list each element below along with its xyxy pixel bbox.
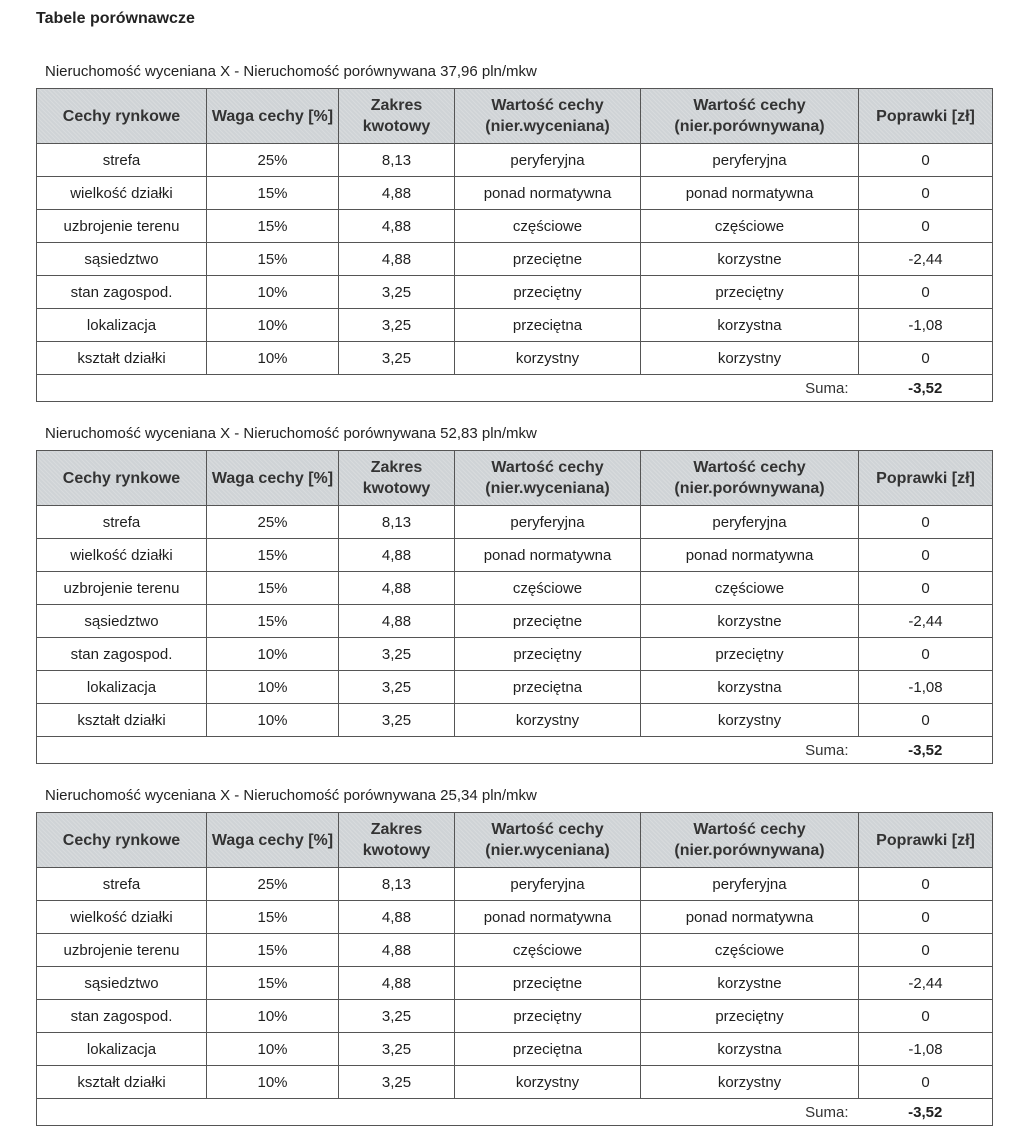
cell-porownywana: peryferyjna: [641, 144, 859, 177]
cell-waga: 10%: [207, 638, 339, 671]
header-poprawki: Poprawki [zł]: [859, 451, 993, 506]
sum-label: Suma:: [37, 737, 859, 764]
header-cechy: Cechy rynkowe: [37, 451, 207, 506]
cell-porownywana: przeciętny: [641, 638, 859, 671]
sum-row: [37, 1099, 993, 1126]
table-row: [37, 572, 993, 605]
cell-porownywana: ponad normatywna: [641, 539, 859, 572]
cell-wyceniana: częściowe: [455, 210, 641, 243]
table-header-row: [37, 451, 993, 506]
cell-wyceniana: przeciętna: [455, 671, 641, 704]
cell-cecha: strefa: [37, 506, 207, 539]
cell-porownywana: korzystny: [641, 1066, 859, 1099]
cell-waga: 10%: [207, 1066, 339, 1099]
cell-zakres: 4,88: [339, 572, 455, 605]
header-zakres: Zakres kwotowy: [339, 813, 455, 868]
cell-wyceniana: przeciętny: [455, 638, 641, 671]
cell-porownywana: ponad normatywna: [641, 177, 859, 210]
cell-zakres: 3,25: [339, 309, 455, 342]
cell-wyceniana: korzystny: [455, 1066, 641, 1099]
cell-cecha: wielkość działki: [37, 901, 207, 934]
table-row: [37, 605, 993, 638]
cell-wyceniana: przeciętna: [455, 309, 641, 342]
cell-waga: 15%: [207, 243, 339, 276]
cell-waga: 15%: [207, 572, 339, 605]
comparison-table: [36, 450, 993, 764]
header-wartosc-porownywana: Wartość cechy (nier.porównywana): [641, 813, 859, 868]
cell-waga: 10%: [207, 309, 339, 342]
cell-cecha: strefa: [37, 144, 207, 177]
cell-waga: 15%: [207, 210, 339, 243]
table-row: [37, 704, 993, 737]
cell-cecha: sąsiedztwo: [37, 605, 207, 638]
cell-waga: 15%: [207, 967, 339, 1000]
cell-zakres: 4,88: [339, 243, 455, 276]
cell-cecha: lokalizacja: [37, 309, 207, 342]
cell-porownywana: korzystna: [641, 1033, 859, 1066]
cell-poprawka: -2,44: [859, 605, 993, 638]
table-caption: Nieruchomość wyceniana X - Nieruchomość porównywana 37,96 pln/mkw: [45, 63, 537, 80]
header-wartosc-wyceniana: Wartość cechy (nier.wyceniana): [455, 813, 641, 868]
cell-wyceniana: ponad normatywna: [455, 901, 641, 934]
cell-porownywana: częściowe: [641, 210, 859, 243]
cell-cecha: uzbrojenie terenu: [37, 934, 207, 967]
cell-waga: 15%: [207, 605, 339, 638]
cell-porownywana: częściowe: [641, 572, 859, 605]
table-row: [37, 1000, 993, 1033]
header-cechy: Cechy rynkowe: [37, 813, 207, 868]
table-header-row: [37, 89, 993, 144]
table-row: [37, 309, 993, 342]
sum-value: -3,52: [859, 1099, 993, 1126]
header-cechy: Cechy rynkowe: [37, 89, 207, 144]
cell-cecha: uzbrojenie terenu: [37, 210, 207, 243]
cell-wyceniana: częściowe: [455, 934, 641, 967]
cell-wyceniana: przeciętne: [455, 243, 641, 276]
table-row: [37, 539, 993, 572]
cell-cecha: kształt działki: [37, 704, 207, 737]
table-row: [37, 210, 993, 243]
cell-waga: 15%: [207, 901, 339, 934]
cell-porownywana: korzystny: [641, 342, 859, 375]
cell-poprawka: 0: [859, 1000, 993, 1033]
cell-porownywana: korzystne: [641, 605, 859, 638]
cell-cecha: sąsiedztwo: [37, 967, 207, 1000]
table-row: [37, 144, 993, 177]
cell-zakres: 3,25: [339, 704, 455, 737]
cell-wyceniana: peryferyjna: [455, 868, 641, 901]
comparison-section-1: [36, 62, 992, 402]
cell-cecha: kształt działki: [37, 342, 207, 375]
cell-waga: 15%: [207, 539, 339, 572]
cell-poprawka: 0: [859, 934, 993, 967]
cell-porownywana: przeciętny: [641, 276, 859, 309]
cell-waga: 10%: [207, 671, 339, 704]
table-row: [37, 901, 993, 934]
cell-poprawka: 0: [859, 704, 993, 737]
sum-row: [37, 375, 993, 402]
cell-wyceniana: peryferyjna: [455, 506, 641, 539]
cell-waga: 10%: [207, 704, 339, 737]
sum-row: [37, 737, 993, 764]
cell-poprawka: 0: [859, 177, 993, 210]
cell-zakres: 4,88: [339, 539, 455, 572]
cell-waga: 15%: [207, 177, 339, 210]
cell-poprawka: 0: [859, 572, 993, 605]
cell-waga: 10%: [207, 1000, 339, 1033]
header-waga: Waga cechy [%]: [207, 813, 339, 868]
cell-poprawka: -2,44: [859, 967, 993, 1000]
cell-zakres: 3,25: [339, 276, 455, 309]
comparison-table: [36, 812, 993, 1126]
table-row: [37, 671, 993, 704]
cell-zakres: 4,88: [339, 177, 455, 210]
cell-zakres: 3,25: [339, 671, 455, 704]
cell-waga: 25%: [207, 506, 339, 539]
header-wartosc-porownywana: Wartość cechy (nier.porównywana): [641, 89, 859, 144]
cell-wyceniana: ponad normatywna: [455, 177, 641, 210]
cell-cecha: kształt działki: [37, 1066, 207, 1099]
header-poprawki: Poprawki [zł]: [859, 89, 993, 144]
cell-cecha: lokalizacja: [37, 1033, 207, 1066]
cell-zakres: 3,25: [339, 1000, 455, 1033]
cell-zakres: 3,25: [339, 638, 455, 671]
header-wartosc-porownywana: Wartość cechy (nier.porównywana): [641, 451, 859, 506]
sum-value: -3,52: [859, 737, 993, 764]
sum-label: Suma:: [37, 375, 859, 402]
cell-zakres: 8,13: [339, 144, 455, 177]
cell-cecha: stan zagospod.: [37, 1000, 207, 1033]
header-poprawki: Poprawki [zł]: [859, 813, 993, 868]
cell-cecha: lokalizacja: [37, 671, 207, 704]
cell-wyceniana: peryferyjna: [455, 144, 641, 177]
table-caption: Nieruchomość wyceniana X - Nieruchomość porównywana 52,83 pln/mkw: [45, 425, 537, 442]
cell-poprawka: -1,08: [859, 671, 993, 704]
table-header-row: [37, 813, 993, 868]
cell-wyceniana: ponad normatywna: [455, 539, 641, 572]
header-wartosc-wyceniana: Wartość cechy (nier.wyceniana): [455, 89, 641, 144]
sum-label: Suma:: [37, 1099, 859, 1126]
cell-zakres: 4,88: [339, 934, 455, 967]
table-row: [37, 276, 993, 309]
cell-zakres: 3,25: [339, 1033, 455, 1066]
cell-zakres: 3,25: [339, 342, 455, 375]
cell-cecha: sąsiedztwo: [37, 243, 207, 276]
cell-zakres: 8,13: [339, 868, 455, 901]
cell-cecha: strefa: [37, 868, 207, 901]
comparison-section-2: [36, 424, 992, 764]
cell-porownywana: korzystne: [641, 243, 859, 276]
table-row: [37, 1033, 993, 1066]
cell-poprawka: 0: [859, 1066, 993, 1099]
table-row: [37, 967, 993, 1000]
cell-waga: 10%: [207, 276, 339, 309]
cell-zakres: 8,13: [339, 506, 455, 539]
cell-porownywana: korzystna: [641, 671, 859, 704]
cell-zakres: 4,88: [339, 210, 455, 243]
cell-porownywana: częściowe: [641, 934, 859, 967]
table-row: [37, 177, 993, 210]
cell-waga: 10%: [207, 1033, 339, 1066]
cell-poprawka: 0: [859, 901, 993, 934]
cell-poprawka: 0: [859, 506, 993, 539]
table-row: [37, 934, 993, 967]
header-zakres: Zakres kwotowy: [339, 89, 455, 144]
cell-wyceniana: częściowe: [455, 572, 641, 605]
cell-zakres: 3,25: [339, 1066, 455, 1099]
header-waga: Waga cechy [%]: [207, 89, 339, 144]
cell-poprawka: 0: [859, 342, 993, 375]
cell-wyceniana: korzystny: [455, 704, 641, 737]
table-row: [37, 1066, 993, 1099]
table-row: [37, 342, 993, 375]
cell-porownywana: korzystne: [641, 967, 859, 1000]
cell-wyceniana: przeciętny: [455, 1000, 641, 1033]
cell-porownywana: korzystny: [641, 704, 859, 737]
cell-poprawka: 0: [859, 144, 993, 177]
cell-poprawka: 0: [859, 638, 993, 671]
table-caption: Nieruchomość wyceniana X - Nieruchomość porównywana 25,34 pln/mkw: [45, 787, 537, 804]
cell-wyceniana: przeciętne: [455, 605, 641, 638]
cell-poprawka: -1,08: [859, 309, 993, 342]
cell-cecha: wielkość działki: [37, 539, 207, 572]
sum-value: -3,52: [859, 375, 993, 402]
table-row: [37, 868, 993, 901]
cell-porownywana: peryferyjna: [641, 506, 859, 539]
table-row: [37, 243, 993, 276]
cell-waga: 25%: [207, 144, 339, 177]
cell-porownywana: ponad normatywna: [641, 901, 859, 934]
cell-wyceniana: korzystny: [455, 342, 641, 375]
comparison-table: [36, 88, 993, 402]
cell-cecha: uzbrojenie terenu: [37, 572, 207, 605]
cell-cecha: stan zagospod.: [37, 638, 207, 671]
table-row: [37, 506, 993, 539]
cell-cecha: wielkość działki: [37, 177, 207, 210]
header-wartosc-wyceniana: Wartość cechy (nier.wyceniana): [455, 451, 641, 506]
cell-wyceniana: przeciętna: [455, 1033, 641, 1066]
cell-poprawka: 0: [859, 210, 993, 243]
comparison-section-3: [36, 786, 992, 1126]
cell-waga: 15%: [207, 934, 339, 967]
cell-porownywana: peryferyjna: [641, 868, 859, 901]
cell-poprawka: -2,44: [859, 243, 993, 276]
cell-cecha: stan zagospod.: [37, 276, 207, 309]
cell-poprawka: -1,08: [859, 1033, 993, 1066]
cell-wyceniana: przeciętne: [455, 967, 641, 1000]
cell-zakres: 4,88: [339, 605, 455, 638]
cell-waga: 25%: [207, 868, 339, 901]
header-waga: Waga cechy [%]: [207, 451, 339, 506]
cell-waga: 10%: [207, 342, 339, 375]
page-title: Tabele porównawcze: [36, 10, 195, 27]
cell-porownywana: przeciętny: [641, 1000, 859, 1033]
cell-poprawka: 0: [859, 539, 993, 572]
header-zakres: Zakres kwotowy: [339, 451, 455, 506]
cell-poprawka: 0: [859, 276, 993, 309]
table-row: [37, 638, 993, 671]
cell-poprawka: 0: [859, 868, 993, 901]
cell-zakres: 4,88: [339, 901, 455, 934]
cell-wyceniana: przeciętny: [455, 276, 641, 309]
cell-porownywana: korzystna: [641, 309, 859, 342]
cell-zakres: 4,88: [339, 967, 455, 1000]
